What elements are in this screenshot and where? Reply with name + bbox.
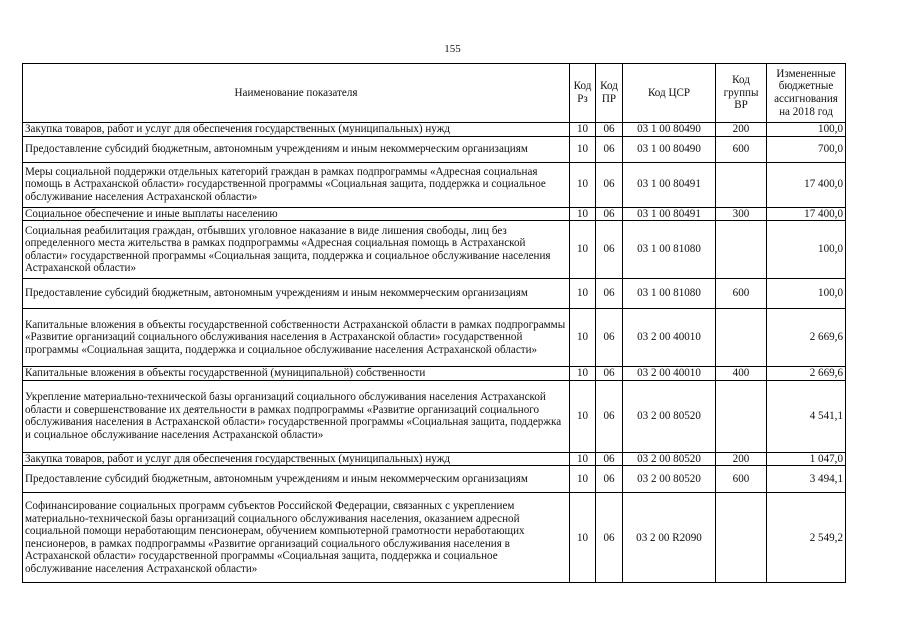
row-vr: 600 — [716, 279, 767, 309]
table-header-row — [23, 64, 846, 123]
row-csr: 03 1 00 80490 — [623, 136, 716, 162]
row-vr — [716, 309, 767, 367]
row-amount: 17 400,0 — [767, 207, 846, 221]
row-pr: 06 — [596, 123, 623, 137]
row-rz: 10 — [570, 367, 596, 381]
table-row — [23, 123, 846, 137]
row-rz: 10 — [570, 136, 596, 162]
row-name: Предоставление субсидий бюджетным, автономным учреждениям и иным некоммерческим организациям — [23, 466, 570, 493]
row-pr: 06 — [596, 452, 623, 466]
row-csr: 03 1 00 81080 — [623, 221, 716, 279]
row-name: Предоставление субсидий бюджетным, автономным учреждениям и иным некоммерческим организациям — [23, 279, 570, 309]
table-row — [23, 309, 846, 367]
table-row — [23, 136, 846, 162]
row-vr — [716, 493, 767, 583]
row-amount: 100,0 — [767, 279, 846, 309]
budget-table — [22, 63, 846, 583]
row-pr: 06 — [596, 466, 623, 493]
column-header-amount: Измененные бюджетные ассигнования на 2018 год — [767, 64, 846, 123]
row-amount: 3 494,1 — [767, 466, 846, 493]
row-vr: 200 — [716, 123, 767, 137]
row-csr: 03 2 00 80520 — [623, 466, 716, 493]
table-row — [23, 162, 846, 207]
row-name: Капитальные вложения в объекты государственной собственности Астраханской области в рамках подпрограммы «Развитие организаций социального обслуживания населения в Астраханской области» государственной программы «Социальная защита, поддержка и социальное обслуживание населения Астраханской области» — [23, 309, 570, 367]
row-amount: 4 541,1 — [767, 380, 846, 452]
row-rz: 10 — [570, 279, 596, 309]
row-rz: 10 — [570, 380, 596, 452]
column-header-vr: Код группы ВР — [716, 64, 767, 123]
row-rz: 10 — [570, 221, 596, 279]
row-amount: 17 400,0 — [767, 162, 846, 207]
table-row — [23, 207, 846, 221]
row-csr: 03 2 00 R2090 — [623, 493, 716, 583]
row-csr: 03 1 00 80491 — [623, 162, 716, 207]
row-name: Закупка товаров, работ и услуг для обеспечения государственных (муниципальных) нужд — [23, 123, 570, 137]
table-row — [23, 493, 846, 583]
table-row — [23, 279, 846, 309]
row-pr: 06 — [596, 221, 623, 279]
row-name: Социальная реабилитация граждан, отбывших уголовное наказание в виде лишения свободы, лиц без определенного места жительства в рамках подпрограммы «Адресная социальная помощь в Астраханской области» государственной программы «Социальная защита, поддержка и социальное обслуживание населения Астраханской области» — [23, 221, 570, 279]
row-name: Укрепление материально-технической базы организаций социального обслуживания населения Астраханской области и совершенствование их деятельности в рамках подпрограммы «Развитие организаций социального обслуживания населения в Астраханской области» государственной программы «Социальная защита, поддержка и социальное обслуживание населения Астраханской области» — [23, 380, 570, 452]
row-vr: 600 — [716, 136, 767, 162]
row-rz: 10 — [570, 452, 596, 466]
row-amount: 2 669,6 — [767, 367, 846, 381]
row-pr: 06 — [596, 207, 623, 221]
row-amount: 100,0 — [767, 123, 846, 137]
row-vr — [716, 162, 767, 207]
column-header-name: Наименование показателя — [23, 64, 570, 123]
row-name: Предоставление субсидий бюджетным, автономным учреждениям и иным некоммерческим организациям — [23, 136, 570, 162]
row-amount: 1 047,0 — [767, 452, 846, 466]
row-vr — [716, 221, 767, 279]
row-name: Софинансирование социальных программ субъектов Российской Федерации, связанных с укреплением материально-технической базы организаций социального обслуживания населения, оказанием адресной социальной помощи неработающим пенсионерам, обучением компьютерной грамотности неработающих пенсионеров, в рамках подпрограммы «Развитие организаций социального обслуживания населения в Астраханской области» государственной программы «Социальная защита, поддержка и социальное обслуживание населения Астраханской области» — [23, 493, 570, 583]
row-pr: 06 — [596, 309, 623, 367]
row-vr: 400 — [716, 367, 767, 381]
row-name: Закупка товаров, работ и услуг для обеспечения государственных (муниципальных) нужд — [23, 452, 570, 466]
row-amount: 2 669,6 — [767, 309, 846, 367]
row-amount: 700,0 — [767, 136, 846, 162]
row-csr: 03 1 00 80491 — [623, 207, 716, 221]
row-csr: 03 2 00 80520 — [623, 452, 716, 466]
row-name: Меры социальной поддержки отдельных категорий граждан в рамках подпрограммы «Адресная социальная помощь в Астраханской области» государственной программы «Социальная защита, поддержка и социальное обслуживание населения Астраханской области» — [23, 162, 570, 207]
row-pr: 06 — [596, 279, 623, 309]
column-header-rz: Код Рз — [570, 64, 596, 123]
page-number: 155 — [444, 43, 461, 55]
row-rz: 10 — [570, 123, 596, 137]
column-header-csr: Код ЦСР — [623, 64, 716, 123]
table-row — [23, 221, 846, 279]
row-rz: 10 — [570, 493, 596, 583]
row-name: Капитальные вложения в объекты государственной (муниципальной) собственности — [23, 367, 570, 381]
row-rz: 10 — [570, 309, 596, 367]
row-vr: 300 — [716, 207, 767, 221]
row-csr: 03 2 00 40010 — [623, 309, 716, 367]
row-rz: 10 — [570, 466, 596, 493]
row-amount: 100,0 — [767, 221, 846, 279]
row-csr: 03 1 00 81080 — [623, 279, 716, 309]
row-vr: 600 — [716, 466, 767, 493]
row-amount: 2 549,2 — [767, 493, 846, 583]
row-vr: 200 — [716, 452, 767, 466]
row-rz: 10 — [570, 207, 596, 221]
row-pr: 06 — [596, 136, 623, 162]
row-csr: 03 1 00 80490 — [623, 123, 716, 137]
table-row — [23, 452, 846, 466]
row-pr: 06 — [596, 380, 623, 452]
row-vr — [716, 380, 767, 452]
row-pr: 06 — [596, 162, 623, 207]
table-row — [23, 367, 846, 381]
table-row — [23, 466, 846, 493]
row-rz: 10 — [570, 162, 596, 207]
table-row — [23, 380, 846, 452]
row-pr: 06 — [596, 493, 623, 583]
row-csr: 03 2 00 80520 — [623, 380, 716, 452]
row-csr: 03 2 00 40010 — [623, 367, 716, 381]
row-name: Социальное обеспечение и иные выплаты населению — [23, 207, 570, 221]
column-header-pr: Код ПР — [596, 64, 623, 123]
row-pr: 06 — [596, 367, 623, 381]
